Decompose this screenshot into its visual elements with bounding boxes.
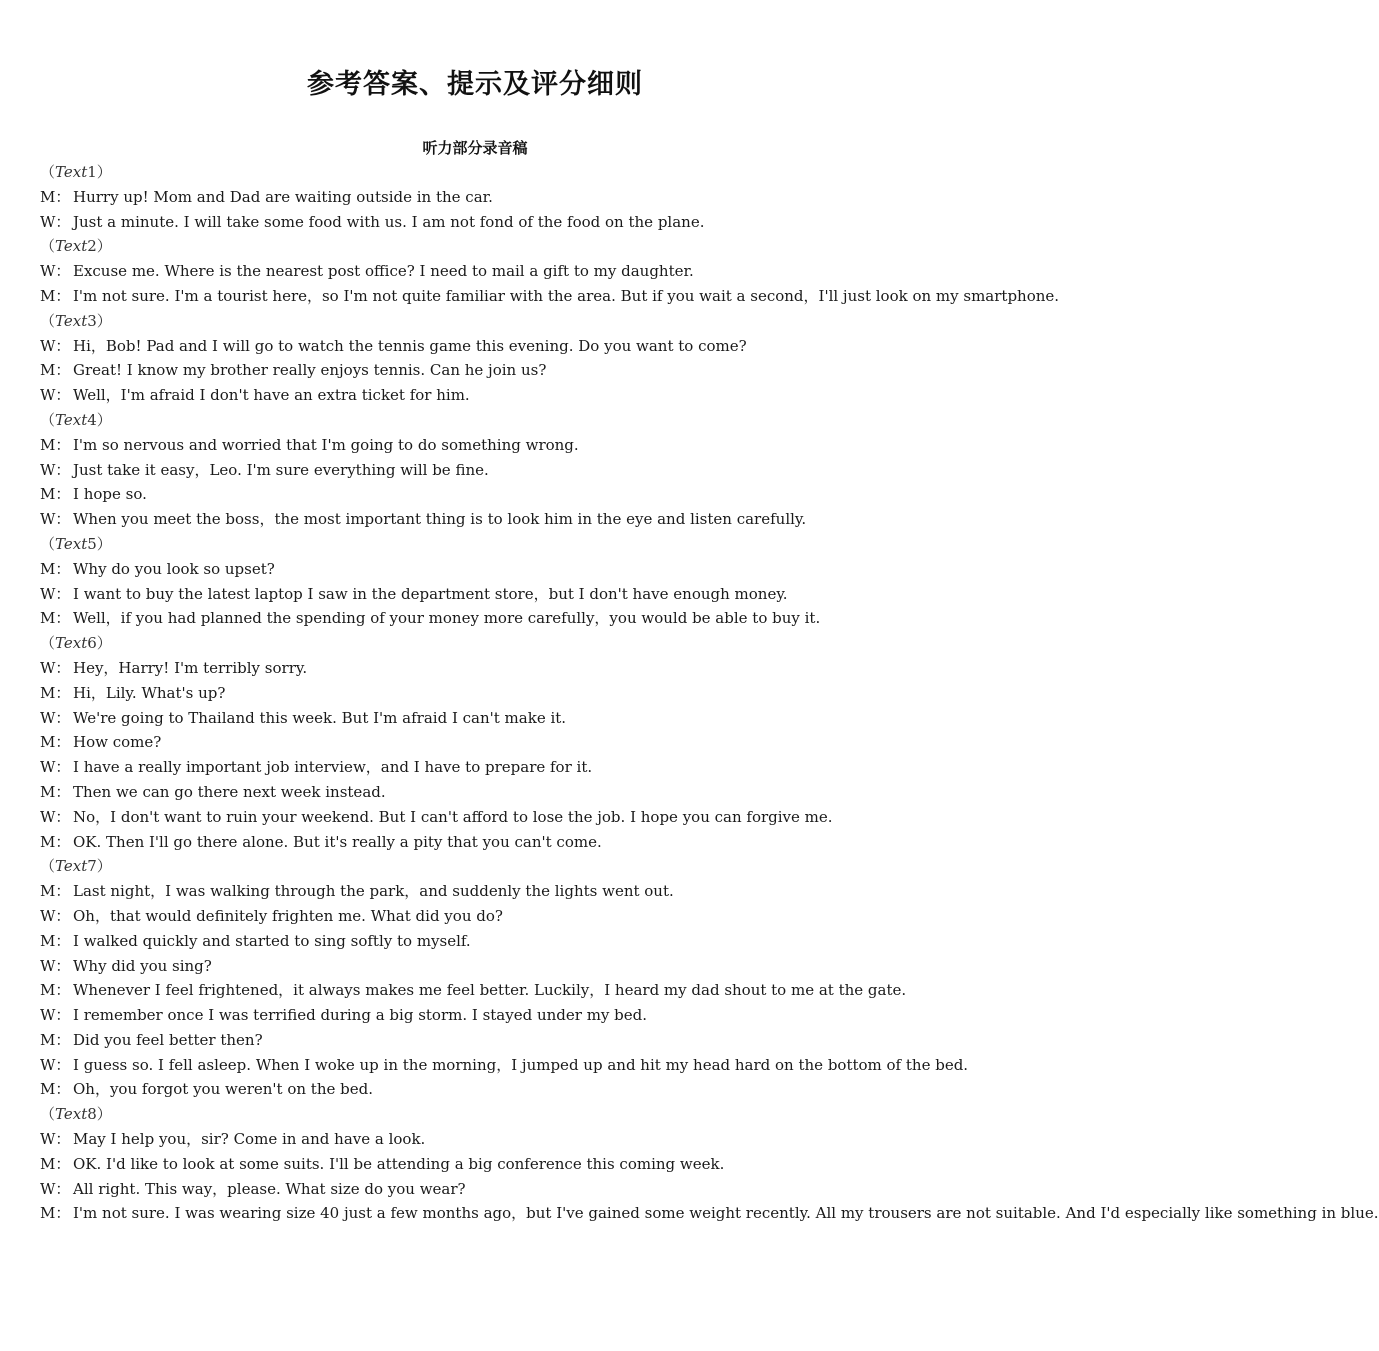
dialogue-line <box>40 954 912 979</box>
dialogue-line <box>40 1127 912 1152</box>
speech-text: We're going to Thailand this week. But I'm afraid I can't make it. <box>73 708 567 727</box>
speaker-label: W： <box>40 584 71 603</box>
text-heading-word: Text <box>55 634 88 653</box>
speaker-label: M： <box>40 559 71 578</box>
speech-text: Hey，Harry! I'm terribly sorry. <box>73 658 308 677</box>
text-heading-word: Text <box>55 1105 88 1124</box>
dialogue-line <box>40 259 912 284</box>
text-heading-word: Text <box>55 163 88 181</box>
speaker-label: M： <box>40 361 71 380</box>
dialogue-line <box>40 904 912 929</box>
speech-text: Great! I know my brother really enjoys tennis. Can he join us? <box>73 361 547 380</box>
speaker-label: M： <box>40 1204 71 1223</box>
text-heading-number: 7） <box>87 857 112 876</box>
speech-text: Last night，I was walking through the park，and suddenly the lights went out. <box>73 882 674 901</box>
text-heading-open: （ <box>40 857 56 876</box>
dialogue-line <box>40 730 912 755</box>
text-heading-open: （ <box>40 634 56 653</box>
dialogue-line <box>40 557 912 582</box>
speech-text: All right. This way，please. What size do you wear? <box>73 1179 466 1198</box>
speech-text: I remember once I was terrified during a big storm. I stayed under my bed. <box>73 1006 648 1025</box>
speaker-label: W： <box>40 906 71 925</box>
speech-text: I'm so nervous and worried that I'm going to do something wrong. <box>73 435 579 454</box>
speaker-label: M： <box>40 782 71 801</box>
speaker-label: M： <box>40 435 71 454</box>
dialogue-line <box>40 1177 912 1202</box>
dialogue-line <box>40 1028 912 1053</box>
speech-text: Just take it easy，Leo. I'm sure everything will be fine. <box>73 460 489 479</box>
text-heading-word: Text <box>55 857 88 876</box>
speaker-label: W： <box>40 658 71 677</box>
speaker-label: M： <box>40 187 71 206</box>
dialogue-line <box>40 582 912 607</box>
speech-text: Then we can go there next week instead. <box>73 782 386 801</box>
text-heading <box>40 408 912 433</box>
text-heading <box>40 532 912 557</box>
listening-transcript <box>40 160 1379 1226</box>
dialogue-line <box>40 780 912 805</box>
speech-text: Oh，you forgot you weren't on the bed. <box>73 1080 373 1099</box>
dialogue-line <box>40 284 1060 309</box>
dialogue-line <box>40 185 912 210</box>
speaker-label: M： <box>40 609 71 628</box>
speaker-label: W： <box>40 1130 71 1149</box>
speech-text: Hurry up! Mom and Dad are waiting outside in the car. <box>73 187 493 206</box>
speaker-label: W： <box>40 336 71 355</box>
speaker-label: W： <box>40 460 71 479</box>
text-heading-open: （ <box>40 1105 56 1124</box>
dialogue-line <box>40 1077 912 1102</box>
speaker-label: W： <box>40 807 71 826</box>
dialogue-line <box>40 210 912 235</box>
speaker-label: M： <box>40 683 71 702</box>
speech-text: I walked quickly and started to sing softly to myself. <box>73 931 471 950</box>
speech-text: Whenever I feel frightened，it always makes me feel better. Luckily，I heard my dad shout to me at the gate. <box>73 981 907 1000</box>
dialogue-line <box>40 458 912 483</box>
speaker-label: W： <box>40 510 71 529</box>
text-heading-word: Text <box>55 410 88 429</box>
text-heading-word: Text <box>55 311 88 330</box>
speech-text: May I help you，sir? Come in and have a look. <box>73 1130 426 1149</box>
text-heading-open: （ <box>40 237 56 256</box>
dialogue-line <box>40 929 912 954</box>
text-heading-word: Text <box>55 237 88 256</box>
speech-text: Excuse me. Where is the nearest post office? I need to mail a gift to my daughter. <box>73 262 694 281</box>
text-heading-open: （ <box>40 311 56 330</box>
speaker-label: M： <box>40 1030 71 1049</box>
speaker-label: M： <box>40 832 71 851</box>
speech-text: OK. Then I'll go there alone. But it's really a pity that you can't come. <box>73 832 602 851</box>
speaker-label: M： <box>40 485 71 504</box>
page-title: 参考答案、提示及评分细则 <box>307 69 643 100</box>
text-heading <box>40 631 912 656</box>
dialogue-line <box>40 334 912 359</box>
text-heading <box>40 234 912 259</box>
text-heading-number: 2） <box>87 237 112 256</box>
text-heading <box>40 309 912 334</box>
speaker-label: W： <box>40 386 71 405</box>
speaker-label: W： <box>40 956 71 975</box>
text-heading-number: 4） <box>87 410 112 429</box>
speech-text: Why do you look so upset? <box>73 559 275 578</box>
dialogue-line <box>40 755 912 780</box>
speaker-label: W： <box>40 1055 71 1074</box>
speech-text: Why did you sing? <box>73 956 212 975</box>
dialogue-line <box>40 1152 912 1177</box>
speaker-label: W： <box>40 212 71 231</box>
speech-text: Well，I'm afraid I don't have an extra ticket for him. <box>73 386 470 405</box>
speech-text: Hi，Lily. What's up? <box>73 683 226 702</box>
text-heading <box>40 1102 912 1127</box>
speaker-label: M： <box>40 1080 71 1099</box>
dialogue-line <box>40 606 912 631</box>
dialogue-line <box>40 978 912 1003</box>
speech-text: Just a minute. I will take some food with us. I am not fond of the food on the plane. <box>73 212 705 231</box>
speech-text: OK. I'd like to look at some suits. I'll be attending a big conference this coming week. <box>73 1154 725 1173</box>
text-heading-number: 5） <box>87 534 112 553</box>
dialogue-line <box>40 805 912 830</box>
speaker-label: W： <box>40 262 71 281</box>
speech-text: Hi，Bob! Pad and I will go to watch the tennis game this evening. Do you want to come? <box>73 336 747 355</box>
speaker-label: W： <box>40 1179 71 1198</box>
dialogue-line <box>40 1003 912 1028</box>
dialogue-line <box>40 681 912 706</box>
speaker-label: M： <box>40 1154 71 1173</box>
speaker-label: M： <box>40 981 71 1000</box>
text-heading-number: 6） <box>87 634 112 653</box>
dialogue-line <box>40 433 912 458</box>
text-heading-number: 3） <box>87 311 112 330</box>
text-heading-number: 1） <box>87 163 112 181</box>
speech-text: Well，if you had planned the spending of your money more carefully，you would be able to buy it. <box>73 609 821 628</box>
text-heading <box>40 854 912 879</box>
speaker-label: M： <box>40 931 71 950</box>
dialogue-line <box>40 383 912 408</box>
dialogue-line <box>40 507 912 532</box>
speaker-label: W： <box>40 708 71 727</box>
speaker-label: M： <box>40 286 71 305</box>
speaker-label: M： <box>40 733 71 752</box>
speech-text: I have a really important job interview，and I have to prepare for it. <box>73 758 593 777</box>
text-heading-open: （ <box>40 410 56 429</box>
dialogue-line <box>40 358 912 383</box>
dialogue-line <box>40 1053 969 1078</box>
text-heading-open: （ <box>40 163 56 181</box>
section-title: 听力部分录音稿 <box>422 139 528 157</box>
speech-text: I'm not sure. I was wearing size 40 just a few months ago，but I've gained some weight recently. All my trousers are not suitable. And I'd especially like something in blue. <box>73 1204 1379 1223</box>
speech-text: I'm not sure. I'm a tourist here，so I'm not quite familiar with the area. But if you wait a second，I'll just look on my smartphone. <box>73 286 1060 305</box>
dialogue-line <box>40 830 912 855</box>
speech-text: How come? <box>73 733 162 752</box>
speech-text: Oh，that would definitely frighten me. What did you do? <box>73 906 503 925</box>
speech-text: I guess so. I fell asleep. When I woke up in the morning，I jumped up and hit my head hard on the bottom of the bed. <box>73 1055 969 1074</box>
text-heading-open: （ <box>40 534 56 553</box>
speaker-label: W： <box>40 758 71 777</box>
dialogue-line <box>40 482 912 507</box>
dialogue-line <box>40 879 912 904</box>
speech-text: When you meet the boss，the most important thing is to look him in the eye and listen carefully. <box>73 510 807 529</box>
text-heading-number: 8） <box>87 1105 112 1124</box>
text-heading <box>40 160 912 185</box>
dialogue-line <box>40 656 912 681</box>
dialogue-line <box>40 706 912 731</box>
speaker-label: W： <box>40 1006 71 1025</box>
speech-text: No，I don't want to ruin your weekend. But I can't afford to lose the job. I hope you can forgive me. <box>73 807 833 826</box>
speech-text: Did you feel better then? <box>73 1030 263 1049</box>
dialogue-line <box>40 1201 1379 1226</box>
speech-text: I hope so. <box>73 485 147 504</box>
text-heading-word: Text <box>55 534 88 553</box>
speech-text: I want to buy the latest laptop I saw in the department store，but I don't have enough money. <box>73 584 788 603</box>
speaker-label: M： <box>40 882 71 901</box>
